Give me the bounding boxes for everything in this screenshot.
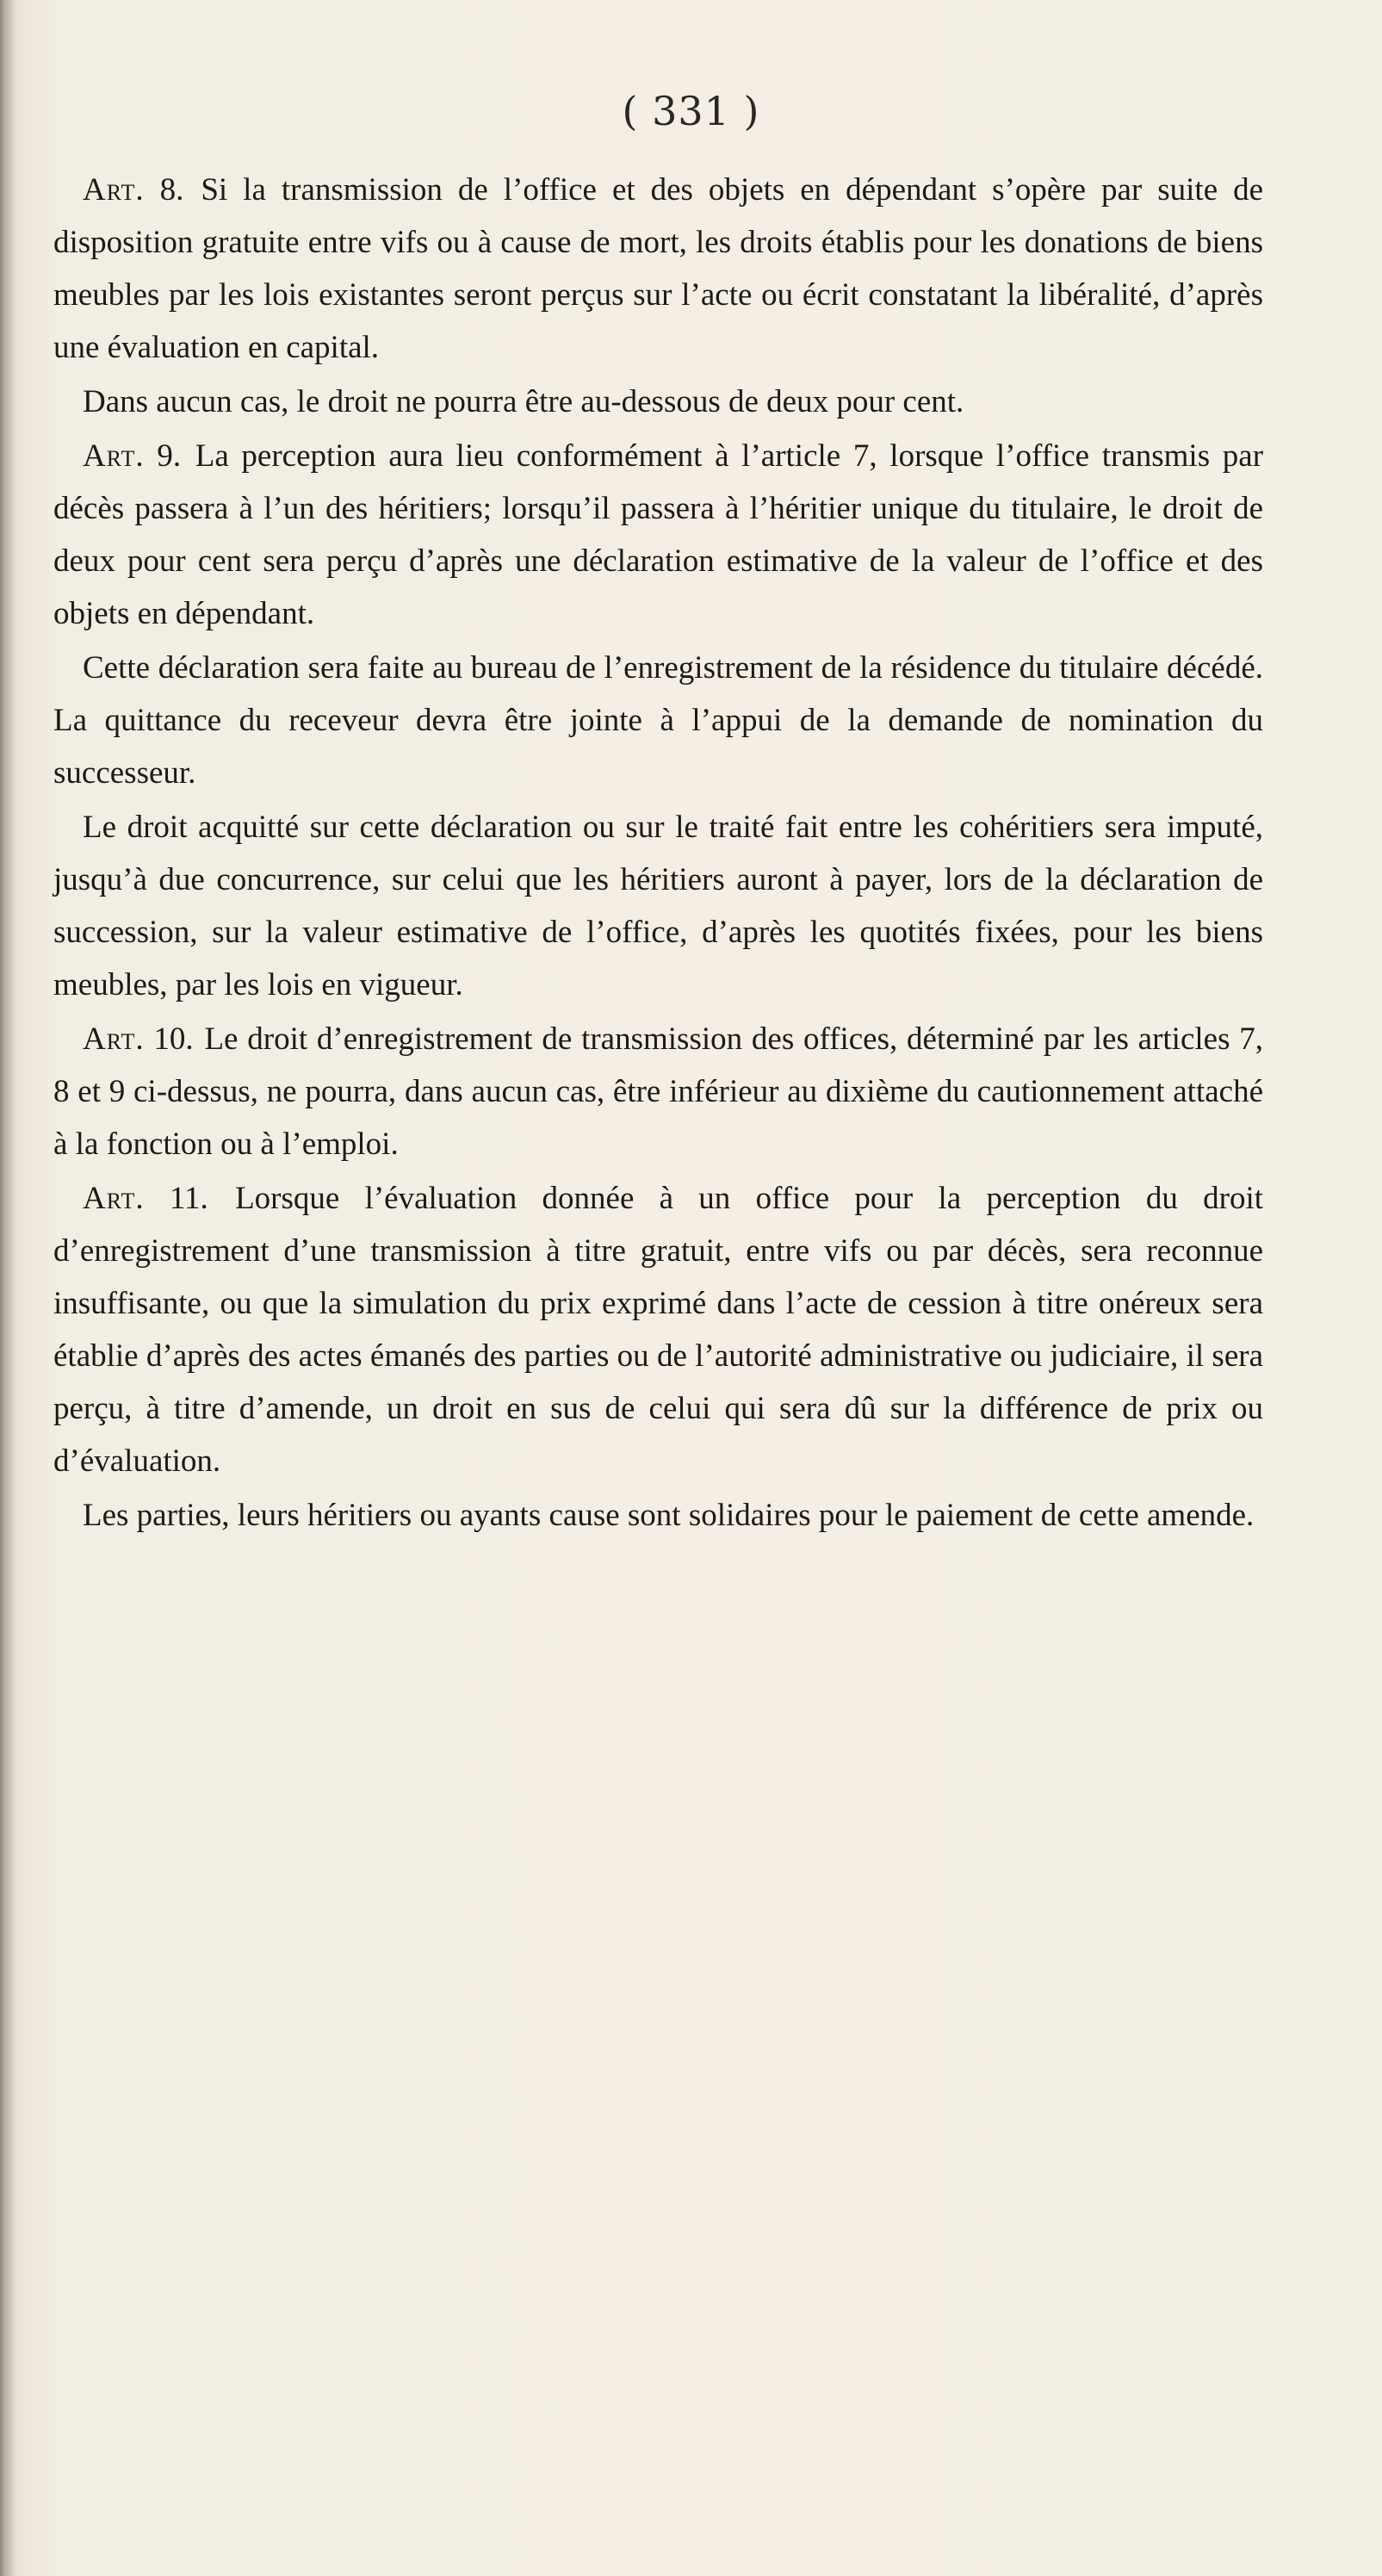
article-number: 10.: [153, 1021, 194, 1057]
binding-shadow: [0, 0, 15, 2576]
article-label: Art.: [83, 1181, 145, 1216]
article-number: 11.: [169, 1181, 208, 1216]
paragraph-declaration: [53, 642, 1263, 799]
paragraph-text: Le droit acquitté sur cette déclaration ou sur le traité fait entre les cohéritiers sera imputé, jusqu’à due concurrence, sur celui que les héritiers auront à payer, lors de la déclaration de succession, sur la valeur estimative de l’office, d’après les quotités fixées, pour les biens meubles, par les lois en vigueur.: [53, 810, 1263, 1002]
paragraph-art-9: [53, 430, 1263, 640]
paragraph-art-11: [53, 1172, 1263, 1487]
paragraph-text: La perception aura lieu conformément à l’article 7, lorsque l’office transmis par décès passera à l’un des héritiers; lorsqu’il passera à l’héritier unique du titulaire, le droit de deux pour cent sera perçu d’après une déclaration estimative de la valeur de l’office et des objets en dépendant.: [53, 438, 1264, 631]
paragraph-solidaires: [53, 1489, 1263, 1542]
article-number: 8.: [159, 172, 184, 208]
page-number: ( 331 ): [622, 88, 760, 134]
paragraph-droit-acquitte: [53, 801, 1263, 1011]
paragraph-text: Dans aucun cas, le droit ne pourra être au-dessous de deux pour cent.: [83, 384, 964, 419]
paragraph-text: Lorsque l’évaluation donnée à un office pour la perception du droit d’enregistrement d’une transmission à titre gratuit, entre vifs ou par décès, sera reconnue insuffisante, ou que la simulation du prix exprimé dans l’acte de cession à titre onéreux sera établie d’après des actes émanés des parties ou de l’autorité administrative ou judiciaire, il sera perçu, à titre d’amende, un droit en sus de celui qui sera dû sur la différence de prix ou d’évaluation.: [53, 1181, 1264, 1479]
article-number: 9.: [157, 438, 182, 474]
paragraph-text: Le droit d’enregistrement de transmission des offices, déterminé par les articles 7, 8 et 9 ci-dessus, ne pourra, dans aucun cas, être inférieur au dixième du cautionnement attaché à la fonction ou à l’emploi.: [53, 1021, 1263, 1162]
paragraph-text: Les parties, leurs héritiers ou ayants cause sont solidaires pour le paiement de cette amende.: [83, 1498, 1255, 1533]
paragraph-art-8: [53, 164, 1263, 374]
paragraph-text: Si la transmission de l’office et des objets en dépendant s’opère par suite de disposition gratuite entre vifs ou à cause de mort, les droits établis pour les donations de biens meubles par les lois existantes seront perçus sur l’acte ou écrit constatant la libéralité, d’après une évaluation en capital.: [53, 172, 1264, 365]
paragraph-minimum-droit: [53, 376, 1263, 428]
article-label: Art.: [83, 172, 145, 208]
paragraph-text: Cette déclaration sera faite au bureau de l’enregistrement de la résidence du titulaire décédé. La quittance du receveur devra être jointe à l’appui de la demande de nomination du successeur.: [53, 650, 1263, 791]
article-label: Art.: [83, 438, 145, 474]
paragraph-art-10: [53, 1013, 1263, 1170]
body-text: [53, 164, 1263, 1543]
article-label: Art.: [83, 1021, 145, 1057]
